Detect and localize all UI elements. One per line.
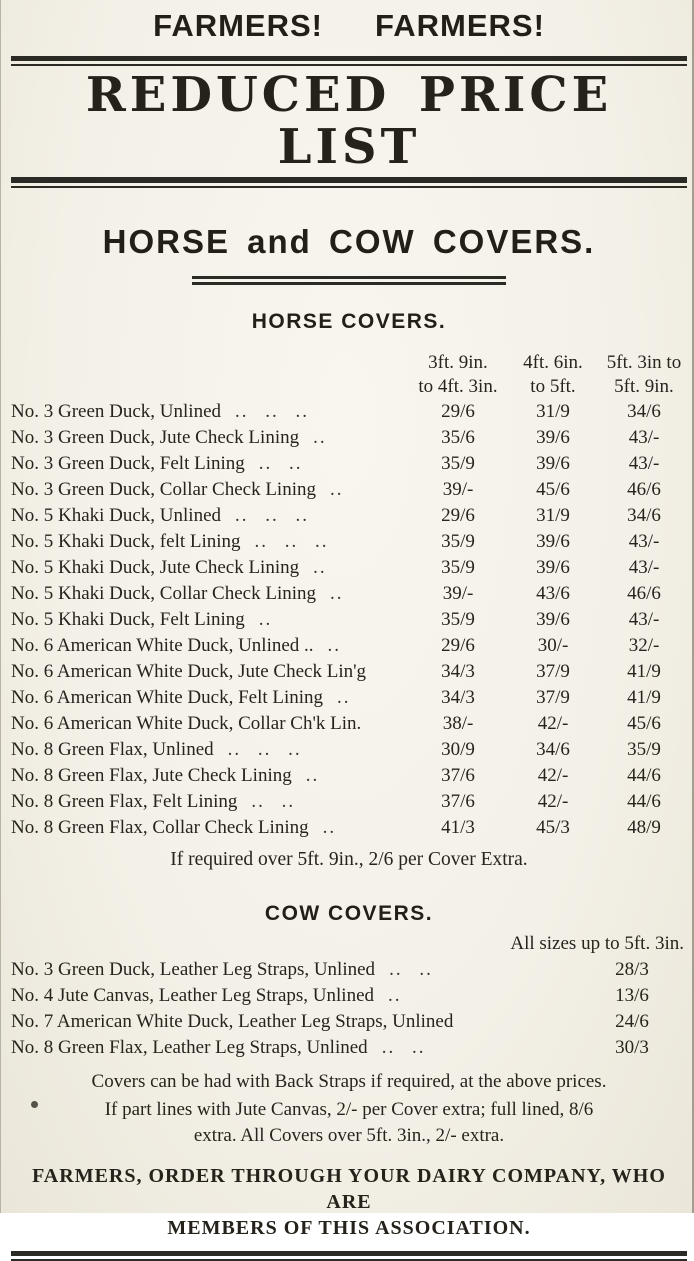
price-size2: 39/6 — [536, 453, 570, 474]
price-size3: 35/9 — [627, 739, 661, 760]
price-size1: 35/9 — [441, 453, 475, 474]
section-title: HORSE and COW COVERS. — [102, 223, 596, 260]
item-label: No. 8 Green Flax, Jute Check Lining — [11, 765, 292, 786]
order-instruction — [11, 1163, 687, 1241]
price-size2: 30/- — [537, 635, 569, 656]
price-size1: 35/9 — [441, 609, 475, 630]
item-label: No. 3 Green Duck, Unlined — [11, 401, 222, 422]
price-size3: 41/9 — [627, 661, 661, 682]
price-size1: 30/9 — [441, 739, 475, 760]
price-size3: 44/6 — [627, 791, 661, 812]
price-size3: 41/9 — [627, 687, 661, 708]
double-rule-top — [11, 56, 687, 66]
item-label: No. 8 Green Flax, Leather Leg Straps, Unlined — [11, 1037, 368, 1058]
price-size1: 34/3 — [441, 687, 475, 708]
item-label: No. 6 American White Duck, Unlined .. — [11, 635, 314, 656]
size-header-spacer — [11, 351, 411, 399]
dot-leader: .. — [305, 765, 320, 786]
item-label: No. 8 Green Flax, Felt Lining — [11, 791, 238, 812]
item-cell — [11, 529, 411, 555]
item-label: No. 4 Jute Canvas, Leather Leg Straps, Unlined — [11, 985, 375, 1006]
item-cell — [11, 815, 411, 841]
item-cell — [11, 737, 411, 763]
double-rule-under-title — [11, 177, 687, 188]
price-size3: 43/- — [628, 609, 660, 630]
farmers-word-right: FARMERS! — [375, 8, 545, 43]
dot-leader: .. .. .. — [235, 401, 310, 422]
price-size2: 37/9 — [536, 687, 570, 708]
item-cell — [11, 399, 411, 425]
horse-covers-heading: HORSE COVERS. — [251, 310, 447, 333]
price-size3: 43/- — [628, 453, 660, 474]
price-size1: 39/- — [442, 583, 474, 604]
price-size3: 34/6 — [627, 505, 661, 526]
horse-cover-row — [11, 503, 687, 529]
item-cell — [11, 555, 411, 581]
price-size1: 41/3 — [441, 817, 475, 838]
horse-cover-row — [11, 451, 687, 477]
horse-cover-row — [11, 659, 687, 685]
cow-covers-heading: COW COVERS. — [264, 902, 434, 925]
price-size2: 42/- — [537, 765, 569, 786]
item-label: No. 6 American White Duck, Collar Ch'k Lin. — [11, 713, 362, 734]
horse-cover-row — [11, 425, 687, 451]
price-size2: 45/6 — [536, 479, 570, 500]
item-label: No. 5 Khaki Duck, Felt Lining — [11, 609, 245, 630]
price-size3: 43/- — [628, 531, 660, 552]
item-label: No. 5 Khaki Duck, Jute Check Lining — [11, 557, 300, 578]
horse-cover-row — [11, 815, 687, 841]
dot-leader: .. .. .. — [254, 531, 329, 552]
cow-cover-row — [11, 957, 687, 983]
size-col-1 — [411, 351, 505, 399]
price-size1: 34/3 — [441, 661, 475, 682]
dot-leader: .. — [330, 583, 344, 604]
item-cell — [11, 659, 411, 685]
price-size2: 43/6 — [536, 583, 570, 604]
price-size3: 32/- — [628, 635, 660, 656]
horse-cover-row — [11, 477, 687, 503]
size-range-label: 4ft. 6in. — [523, 352, 583, 373]
item-cell — [11, 1035, 577, 1061]
item-cell — [11, 1009, 577, 1035]
price-size3: 46/6 — [627, 479, 661, 500]
dot-leader: .. — [388, 985, 402, 1006]
price-size1: 35/9 — [441, 531, 475, 552]
item-cell — [11, 711, 411, 737]
dot-leader: .. — [329, 479, 344, 500]
price: 13/6 — [615, 985, 649, 1006]
horse-covers-table — [11, 399, 687, 841]
note-line: extra. All Covers over 5ft. 3in., 2/- extra. — [193, 1125, 505, 1146]
item-label: No. 3 Green Duck, Collar Check Lining — [11, 479, 316, 500]
dot-leader: .. — [322, 817, 337, 838]
size-range-label: to 5ft. — [530, 376, 576, 397]
price-size2: 37/9 — [536, 661, 570, 682]
price-size3: 43/- — [628, 427, 660, 448]
price-size2: 39/6 — [536, 427, 570, 448]
item-label: No. 5 Khaki Duck, felt Lining — [11, 531, 241, 552]
note-line: If part lines with Jute Canvas, 2/- per Cover extra; full lined, 8/6 — [104, 1099, 594, 1120]
size-range-label: 5ft. 3in to — [606, 352, 682, 373]
size-column-headers — [11, 351, 687, 399]
price-size1: 39/- — [442, 479, 474, 500]
price: 24/6 — [615, 1011, 649, 1032]
price-size3: 48/9 — [627, 817, 661, 838]
price-size1: 29/6 — [441, 401, 475, 422]
back-straps-note: Covers can be had with Back Straps if required, at the above prices. — [91, 1071, 607, 1092]
price-size2: 34/6 — [536, 739, 570, 760]
double-rule-bottom — [11, 1251, 687, 1261]
size-range-label: 3ft. 9in. — [428, 352, 488, 373]
price-size2: 45/3 — [536, 817, 570, 838]
horse-cover-row — [11, 529, 687, 555]
dot-leader: .. .. — [251, 791, 296, 812]
horse-cover-row — [11, 711, 687, 737]
price-size1: 37/6 — [441, 765, 475, 786]
cow-cover-row — [11, 983, 687, 1009]
price-size1: 29/6 — [441, 505, 475, 526]
price-size2: 39/6 — [536, 609, 570, 630]
item-cell — [11, 425, 411, 451]
price-size2: 31/9 — [536, 505, 570, 526]
dot-leader: .. — [327, 635, 342, 656]
item-cell — [11, 789, 411, 815]
ink-spot — [31, 1101, 38, 1108]
masthead — [11, 8, 687, 44]
main-title: REDUCED PRICE LIST — [85, 67, 613, 175]
dot-leader: .. — [313, 557, 327, 578]
price-size2: 31/9 — [536, 401, 570, 422]
size-col-3 — [601, 351, 687, 399]
item-cell — [11, 451, 411, 477]
price-size2: 39/6 — [536, 531, 570, 552]
item-cell — [11, 477, 411, 503]
item-cell — [11, 503, 411, 529]
horse-covers-footnote: If required over 5ft. 9in., 2/6 per Cover Extra. — [170, 849, 528, 870]
size-col-2 — [505, 351, 601, 399]
order-line: MEMBERS OF THIS ASSOCIATION. — [167, 1217, 531, 1239]
horse-cover-row — [11, 633, 687, 659]
item-label: No. 7 American White Duck, Leather Leg Straps, Unlined — [11, 1011, 454, 1032]
price-size3: 46/6 — [627, 583, 661, 604]
horse-cover-row — [11, 581, 687, 607]
item-label: No. 8 Green Flax, Collar Check Lining — [11, 817, 309, 838]
cow-cover-row — [11, 1009, 687, 1035]
price-size1: 35/6 — [441, 427, 475, 448]
cow-covers-table — [11, 957, 687, 1061]
item-cell — [11, 633, 411, 659]
item-cell — [11, 763, 411, 789]
price-size3: 34/6 — [627, 401, 661, 422]
price-size3: 44/6 — [627, 765, 661, 786]
price-size2: 42/- — [537, 791, 569, 812]
cow-cover-row — [11, 1035, 687, 1061]
item-label: No. 5 Khaki Duck, Unlined — [11, 505, 222, 526]
item-label: No. 6 American White Duck, Jute Check Lin'g — [11, 661, 367, 682]
item-label: No. 6 American White Duck, Felt Lining — [11, 687, 324, 708]
dot-leader: .. .. — [389, 959, 433, 980]
size-range-label: 5ft. 9in. — [614, 376, 674, 397]
price-size2: 39/6 — [536, 557, 570, 578]
horse-cover-row — [11, 789, 687, 815]
price: 30/3 — [615, 1037, 649, 1058]
dot-leader: .. .. — [381, 1037, 426, 1058]
item-cell — [11, 685, 411, 711]
cow-size-note: All sizes up to 5ft. 3in. — [510, 933, 684, 954]
farmers-word-left: FARMERS! — [153, 8, 323, 43]
dot-leader: .. — [313, 427, 327, 448]
size-range-label: to 4ft. 3in. — [418, 376, 498, 397]
price: 28/3 — [615, 959, 649, 980]
item-label: No. 3 Green Duck, Leather Leg Straps, Unlined — [11, 959, 376, 980]
item-cell — [11, 581, 411, 607]
dot-leader: .. .. .. — [227, 739, 302, 760]
lining-extra-note — [11, 1097, 687, 1149]
horse-cover-row — [11, 555, 687, 581]
dot-leader: .. .. .. — [235, 505, 310, 526]
price-size2: 42/- — [537, 713, 569, 734]
double-rule-center — [192, 276, 506, 285]
horse-cover-row — [11, 763, 687, 789]
item-cell — [11, 957, 577, 983]
price-size1: 37/6 — [441, 791, 475, 812]
item-label: No. 8 Green Flax, Unlined — [11, 739, 214, 760]
item-cell — [11, 983, 577, 1009]
price-size1: 29/6 — [441, 635, 475, 656]
price-size1: 35/9 — [441, 557, 475, 578]
horse-cover-row — [11, 685, 687, 711]
item-label: No. 3 Green Duck, Felt Lining — [11, 453, 245, 474]
order-line: FARMERS, ORDER THROUGH YOUR DAIRY COMPANY, WHO ARE — [32, 1165, 666, 1213]
price-size3: 45/6 — [627, 713, 661, 734]
horse-cover-row — [11, 737, 687, 763]
price-size3: 43/- — [628, 557, 660, 578]
item-label: No. 5 Khaki Duck, Collar Check Lining — [11, 583, 317, 604]
horse-cover-row — [11, 399, 687, 425]
dot-leader: .. .. — [258, 453, 303, 474]
dot-leader: .. — [258, 609, 273, 630]
item-label: No. 3 Green Duck, Jute Check Lining — [11, 427, 300, 448]
item-cell — [11, 607, 411, 633]
horse-cover-row — [11, 607, 687, 633]
price-size1: 38/- — [442, 713, 474, 734]
dot-leader: .. — [337, 687, 351, 708]
